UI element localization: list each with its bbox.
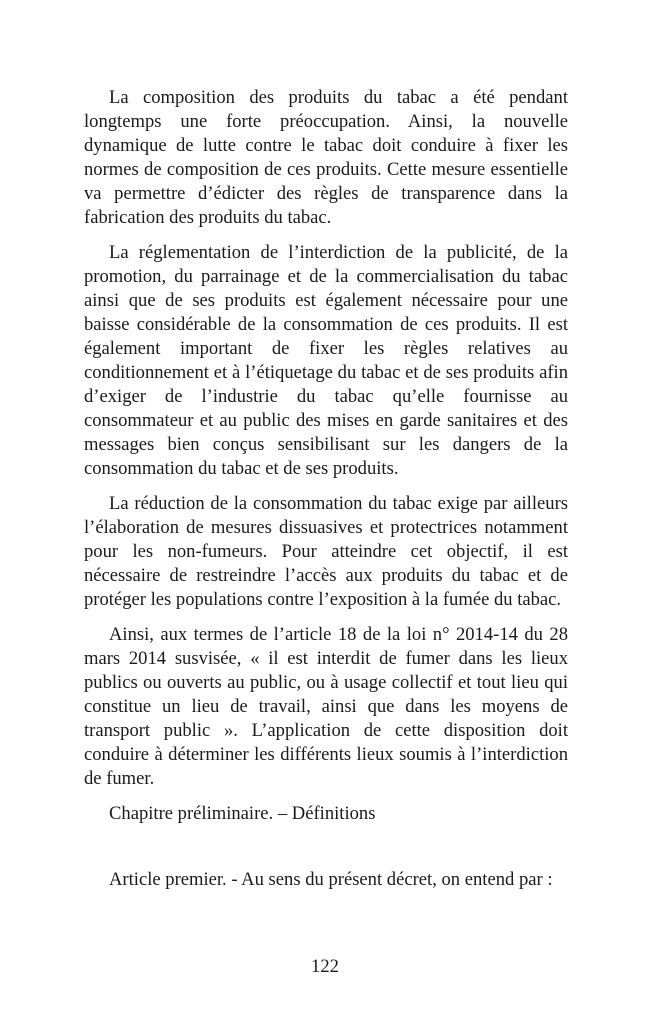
paragraph-reglementation: La réglementation de l’interdiction de la publicité, de la promotion, du parrainage et de la commercialisation du tabac ainsi que de ses produits est également nécessaire pour une baisse considérable de la consommation de ces produits. Il est également important de fixer les règles relatives au conditionnement et à l’étiquetage du tabac et de ses produits afin d’exiger de l’industrie du tabac qu’elle fournisse au consommateur et au public des mises en garde sanitaires et des messages bien conçus sensibilisant sur les dangers de la consommation du tabac et de ses produits. <box>84 242 568 479</box>
paragraph-composition: La composition des produits du tabac a été pendant longtemps une forte préoccupation. Ainsi, la nouvelle dynamique de lutte contre le tabac doit conduire à fixer les normes de composition de ces produits. Cette mesure essentielle va permettre d’édicter des règles de transparence dans la fabrication des produits du tabac. <box>84 87 568 228</box>
document-body <box>84 86 568 892</box>
paragraph-reduction: La réduction de la consommation du tabac exige par ailleurs l’élaboration de mesures dissuasives et protectrices notamment pour les non-fumeurs. Pour atteindre cet objectif, il est nécessaire de restreindre l’accès aux produits du tabac et de protéger les populations contre l’exposition à la fumée du tabac. <box>84 493 568 610</box>
chapter-heading: Chapitre préliminaire. – Définitions <box>109 803 376 824</box>
page-number: 122 <box>311 956 339 977</box>
paragraph-article-18: Ainsi, aux termes de l’article 18 de la loi n° 2014-14 du 28 mars 2014 susvisée, « il est interdit de fumer dans les lieux publics ou ouverts au public, ou à usage collectif et tout lieu qui constitue un lieu de travail, ainsi que dans les moyens de transport public ». L’application de cette disposition doit conduire à déterminer les différents lieux soumis à l’interdiction de fumer. <box>84 624 568 789</box>
article-premier: Article premier. - Au sens du présent décret, on entend par : <box>109 869 553 890</box>
